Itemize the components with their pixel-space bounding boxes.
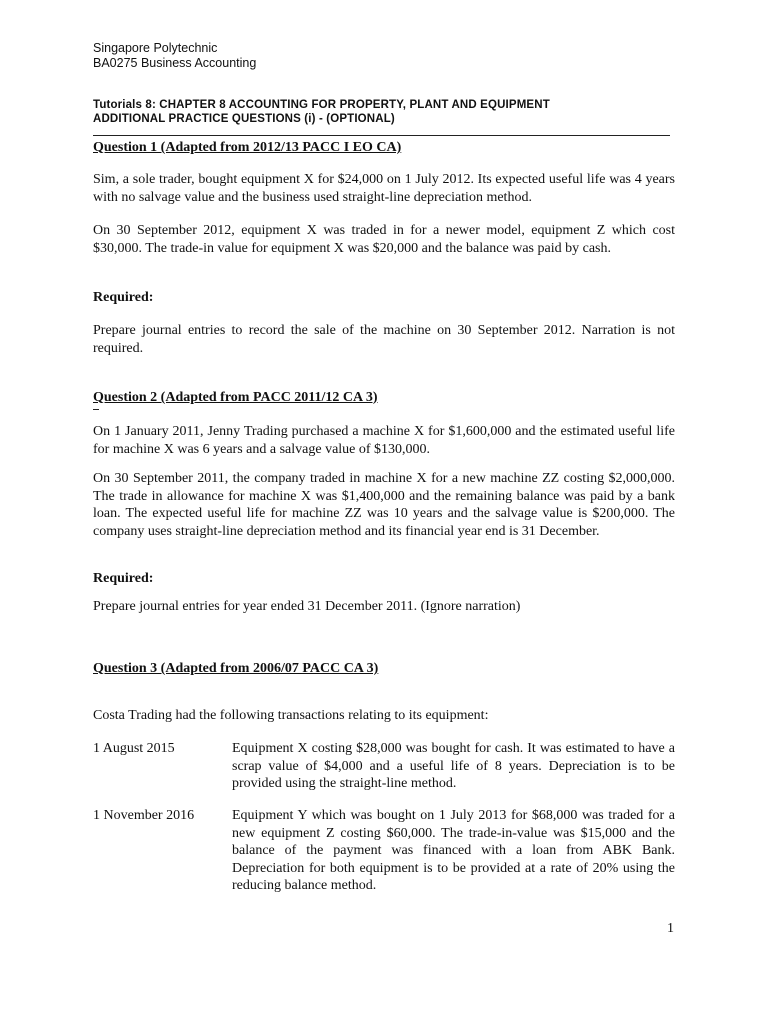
institution-name: Singapore Polytechnic [93, 41, 218, 55]
question-2-required-label: Required: [93, 571, 154, 586]
question-1-required-label: Required: [93, 290, 154, 305]
transaction-description: Equipment X costing $28,000 was bought for cash. It was estimated to have a scrap value of $4,000 and a useful life of 8 years. Depreciation is to be provided using the straight-line method. [232, 741, 675, 792]
question-3-intro: Costa Trading had the following transactions relating to its equipment: [93, 708, 489, 723]
question-2-task: Prepare journal entries for year ended 31 December 2011. (Ignore narration) [93, 599, 521, 614]
tutorial-title: Tutorials 8: CHAPTER 8 ACCOUNTING FOR PROPERTY, PLANT AND EQUIPMENT [93, 99, 550, 111]
heading-divider [93, 135, 670, 136]
question-1-paragraph-2: On 30 September 2012, equipment X was traded in for a newer model, equipment Z which cost $30,000. The trade-in value for equipment X was $20,000 and the balance was paid by cash. [93, 223, 675, 256]
transaction-date: 1 August 2015 [93, 741, 175, 756]
tutorial-subtitle: ADDITIONAL PRACTICE QUESTIONS (i) - (OPTIONAL) [93, 113, 395, 125]
small-underscore-mark [93, 409, 99, 410]
question-1-task: Prepare journal entries to record the sale of the machine on 30 September 2012. Narration is not required. [93, 323, 675, 356]
page-number: 1 [667, 921, 674, 936]
document-header [93, 41, 256, 71]
transaction-date: 1 November 2016 [93, 808, 195, 823]
question-2-paragraph-2: On 30 September 2011, the company traded in machine X for a new machine ZZ costing $2,000,000. The trade in allowance for machine X was $1,400,000 and the remaining balance was paid by a bank loan. The expected useful life for machine ZZ was 10 years and the salvage value is $200,000. The company uses straight-line depreciation method and its financial year end is 31 December. [93, 471, 675, 539]
question-3-title: Question 3 (Adapted from 2006/07 PACC CA 3) [93, 661, 379, 676]
question-1-title: Question 1 (Adapted from 2012/13 PACC I EO CA) [93, 140, 402, 155]
transaction-description: Equipment Y which was bought on 1 July 2013 for $68,000 was traded for a new equipment Z costing $60,000. The trade-in-value was $15,000 and the balance of the payment was financed with a loan from ABK Bank. Depreciation for both equipment is to be provided at a rate of 20% using the reducing balance method. [232, 808, 675, 894]
question-2-title: Question 2 (Adapted from PACC 2011/12 CA 3) [93, 390, 378, 405]
course-name: BA0275 Business Accounting [93, 56, 257, 70]
question-1-paragraph-1: Sim, a sole trader, bought equipment X for $24,000 on 1 July 2012. Its expected useful life was 4 years with no salvage value and the business used straight-line depreciation method. [93, 172, 675, 205]
tutorial-heading [93, 98, 550, 126]
question-2-paragraph-1: On 1 January 2011, Jenny Trading purchased a machine X for $1,600,000 and the estimated useful life for machine X was 6 years and a salvage value of $130,000. [93, 424, 675, 457]
